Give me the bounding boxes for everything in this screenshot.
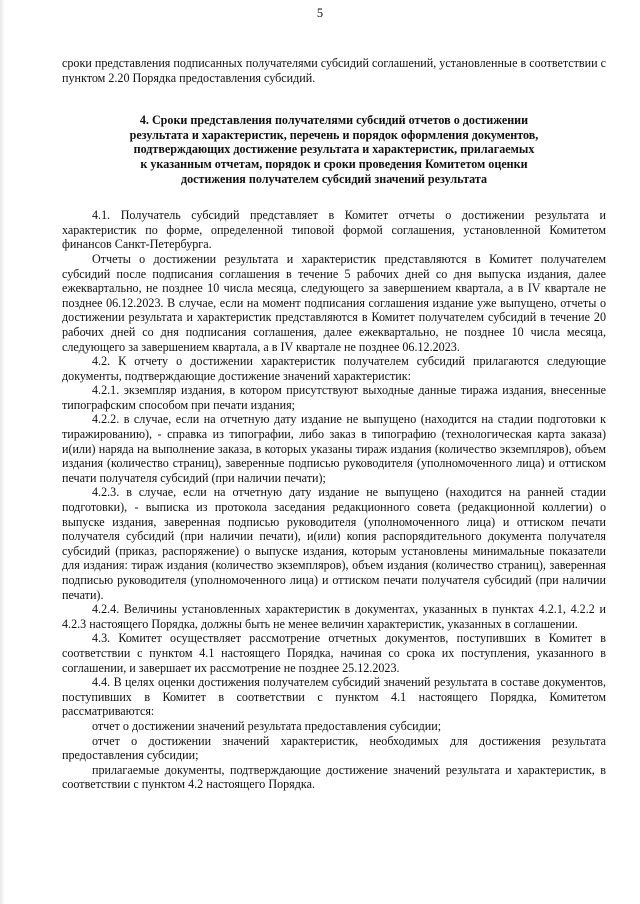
paragraph-4-4: 4.4. В целях оценки достижения получателем субсидий значений результата в составе документов, поступивших в Комитет в соответствии с пунктом 4.1 настоящего Порядка, Комитетом рассматриваются: [62, 675, 606, 719]
document-body [62, 56, 606, 792]
page-number: 5 [316, 6, 324, 20]
heading-line: к указанным отчетам, порядок и сроки проведения Комитетом оценки [140, 156, 528, 171]
heading-line: результата и характеристик, перечень и порядок оформления документов, [129, 127, 539, 142]
paragraph-4-2: 4.2. К отчету о достижении характеристик получателем субсидий прилагаются следующие документы, подтверждающие достижение значений характеристик: [62, 354, 606, 383]
paragraph-reports-deadlines: Отчеты о достижении результата и характеристик представляются в Комитет получателем субсидий после подписания соглашения в течение 5 рабочих дней со дня выпуска издания, далее ежеквартально, не позднее 10 числа месяца, следующего за завершением квартала, а в IV квартале не позднее 06.12.2023. В случае, если на момент подписания соглашения издание уже выпущено, отчеты о достижении результата и характеристик представляются в Комитет получателем субсидий в течение 20 рабочих дней со дня подписания соглашения, далее ежеквартально, не позднее 10 числа месяца, следующего за завершением квартала, а в IV квартале не позднее 06.12.2023. [62, 251, 606, 354]
paragraph-4-2-3: 4.2.3. в случае, если на отчетную дату издание не выпущено (находится на ранней стадии подготовки), - выписка из протокола заседания редакционного совета (редакционной коллегии) о выпуске издания, заверенная подписью руководителя (уполномоченного лица) и оттиском печати получателя субсидий (при наличии печати), и(или) копия распорядительного документа получателя субсидий (приказ, распоряжение) о выпуске издания, которым установлены минимальные показатели для издания: тираж издания (количество экземпляров), объем издания (количество страниц), заверенная подписью руководителя (уполномоченного лица) и оттиском печати получателя субсидий (при наличии печати). [62, 485, 606, 602]
heading-line: 4. Сроки представления получателями субсидий отчетов о достижении [139, 113, 529, 128]
paragraph-4-2-4: 4.2.4. Величины установленных характеристик в документах, указанных в пунктах 4.2.1, 4.2.2 и 4.2.3 настоящего Порядка, должны быть не менее величин характеристик, указанных в соглашении. [62, 602, 606, 631]
list-item-result-report: отчет о достижении значений результата предоставления субсидии; [92, 718, 442, 733]
list-item-supporting-documents: прилагаемые документы, подтверждающие достижение значений результата и характеристик, в соответствии с пунктом 4.2 настоящего Порядка. [62, 762, 606, 792]
binding-edge [0, 0, 5, 904]
paragraph-4-2-1: 4.2.1. экземпляр издания, в котором присутствуют выходные данные тиража издания, внесенные типографским способом при печати издания; [62, 383, 606, 412]
heading-line: достижения получателем субсидий значений результата [180, 171, 488, 186]
list-item-characteristics-report: отчет о достижении значений характеристик, необходимых для достижения результата предоставления субсидии; [62, 733, 606, 763]
section-4-heading [62, 113, 606, 186]
intro-paragraph: сроки представления подписанных получателями субсидий соглашений, установленные в соответствии с пунктом 2.20 Порядка предоставления субсидий. [62, 56, 606, 85]
paragraph-4-1: 4.1. Получатель субсидий представляет в Комитет отчеты о достижении результата и характеристик по форме, определенной типовой формой соглашения, установленной Комитетом финансов Санкт-Петербурга. [62, 208, 606, 252]
paragraph-4-3: 4.3. Комитет осуществляет рассмотрение отчетных документов, поступивших в Комитет в соответствии с пунктом 4.1 настоящего Порядка, начиная со срока их поступления, указанного в соглашении, и завершает их рассмотрение не позднее 25.12.2023. [62, 631, 606, 675]
paragraph-4-2-2: 4.2.2. в случае, если на отчетную дату издание не выпущено (находится на стадии подготовки к тиражированию), - справка из типографии, либо заказ в типографию (технологическая карта заказа) и(или) наряда на выполнение заказа, в которых указаны тираж издания (количество экземпляров), объем издания (количество страниц), заверенные подписью руководителя (уполномоченного лица) и оттиском печати получателя субсидий (при наличии печати); [62, 412, 606, 485]
heading-line: подтверждающих достижение результата и характеристик, прилагаемых [133, 142, 535, 157]
